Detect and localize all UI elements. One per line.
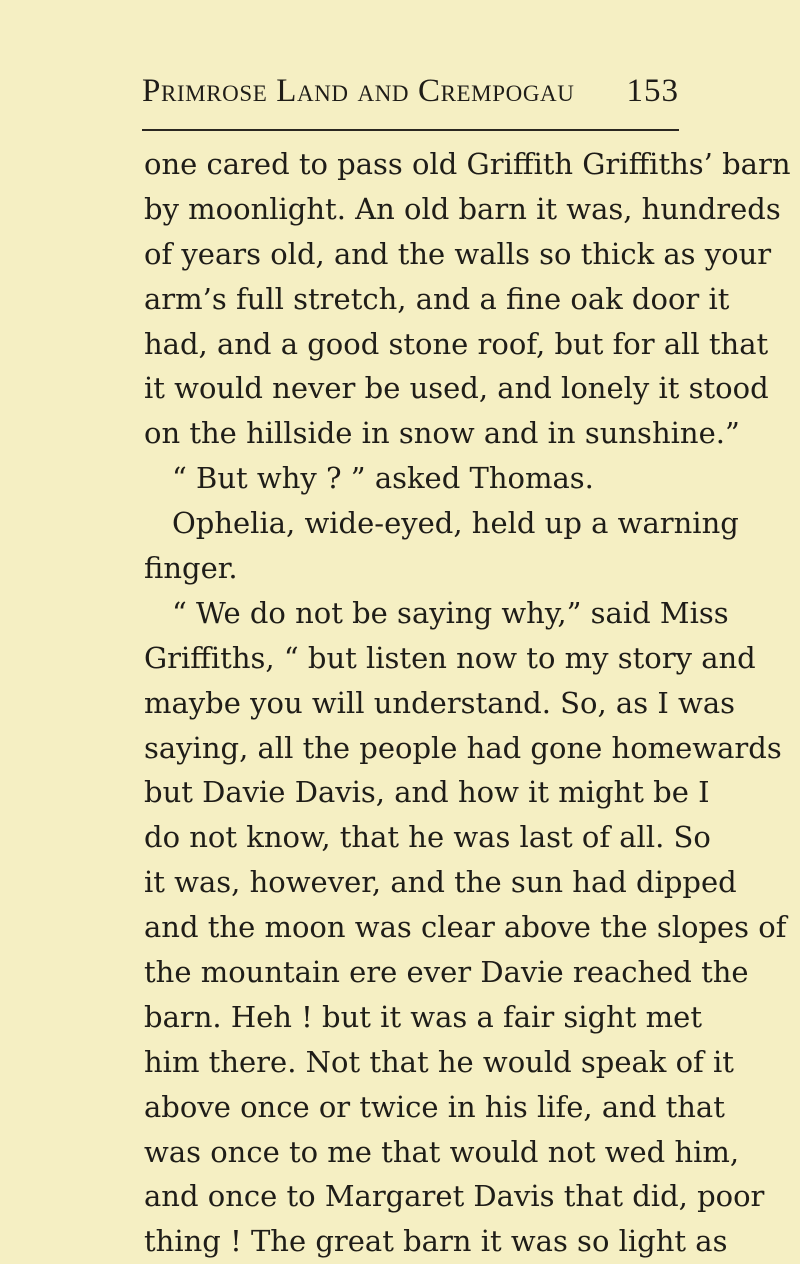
- text-line: barn. Heh ! but it was a fair sight met: [144, 999, 702, 1034]
- running-head: [142, 71, 679, 111]
- page-number: 153: [626, 73, 679, 109]
- text-line: Griffiths, “ but listen now to my story and: [144, 640, 756, 675]
- text-line: Ophelia, wide-eyed, held up a warning: [172, 506, 739, 541]
- header-rule: [142, 129, 679, 131]
- text-line: it was, however, and the sun had dipped: [144, 865, 737, 900]
- text-line: finger.: [144, 551, 238, 586]
- text-line: and the moon was clear above the slopes of: [144, 910, 787, 945]
- text-line: do not know, that he was last of all. So: [144, 820, 711, 855]
- text-line: arm’s full stretch, and a fine oak door it: [144, 281, 730, 316]
- running-title: Primrose Land and Crempogau: [142, 73, 575, 109]
- text-line: had, and a good stone roof, but for all that: [144, 326, 769, 361]
- text-line: “ But why ? ” asked Thomas.: [172, 461, 594, 496]
- text-line: maybe you will understand. So, as I was: [144, 685, 735, 720]
- text-line: saying, all the people had gone homewards: [144, 730, 782, 765]
- text-line: of years old, and the walls so thick as your: [144, 236, 772, 271]
- text-line: but Davie Davis, and how it might be I: [144, 775, 710, 810]
- text-line: was once to me that would not wed him,: [144, 1134, 740, 1169]
- text-line: above once or twice in his life, and that: [144, 1089, 725, 1124]
- text-line: on the hillside in snow and in sunshine.”: [144, 416, 740, 451]
- text-line: it would never be used, and lonely it stood: [144, 371, 769, 406]
- text-line: the mountain ere ever Davie reached the: [144, 955, 749, 990]
- text-line: thing ! The great barn it was so light as: [144, 1224, 728, 1259]
- text-line: by moonlight. An old barn it was, hundreds: [144, 191, 781, 226]
- body-text: [144, 142, 791, 1264]
- text-line: one cared to pass old Griffith Griffiths’ barn: [144, 147, 791, 181]
- text-line: him there. Not that he would speak of it: [144, 1044, 734, 1079]
- text-line: “ We do not be saying why,” said Miss: [172, 595, 729, 630]
- text-line: and once to Margaret Davis that did, poor: [144, 1179, 765, 1214]
